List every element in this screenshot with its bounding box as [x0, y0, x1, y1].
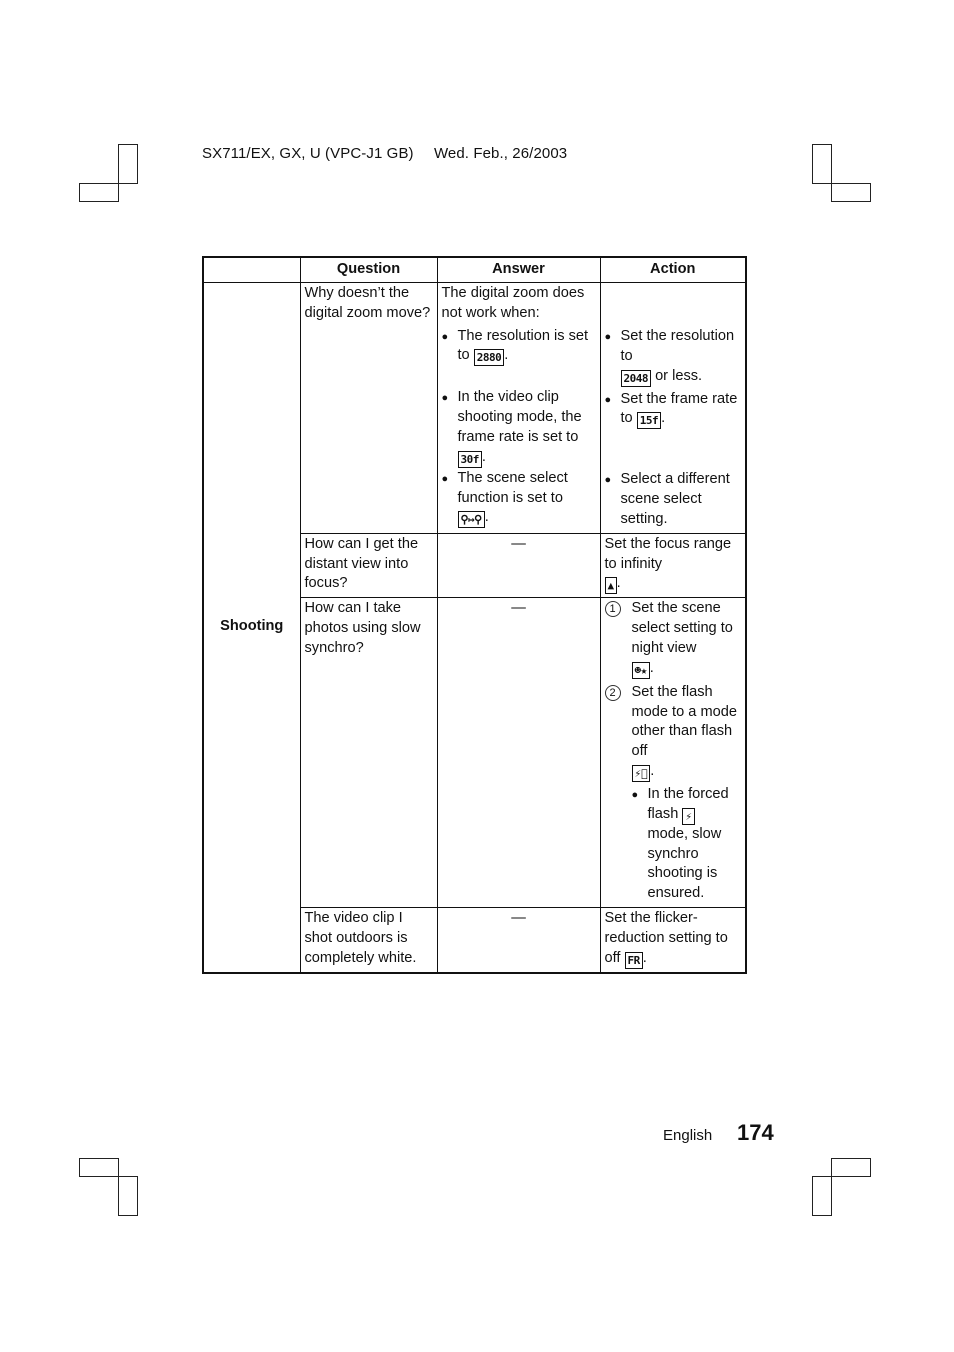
step-number-1-icon: 1 [605, 601, 621, 617]
bullet-icon: ● [441, 392, 449, 405]
bullet-icon: ● [441, 472, 449, 485]
action-bullet: ● Set the resolution to 2048 or less. [604, 328, 735, 385]
resolution-2880-icon: 2880 [474, 349, 505, 366]
answer-bullet: ● The scene select function is set to ⚲↦⚲ . [441, 469, 568, 527]
answer-bullet: ● In the video clip shooting mode, the frame rate is set to 30f . [441, 389, 582, 466]
step-1: 1 Set the scene select setting to night view ☻★ . [605, 599, 742, 678]
bullet-icon: ● [441, 330, 449, 343]
bullet-icon: ● [604, 331, 612, 343]
crop-mark-bottom-left-v [118, 1176, 138, 1216]
flicker-reduction-icon: FR [625, 952, 643, 969]
frame-rate-15f-icon: 15f [637, 412, 661, 429]
table-header-row [203, 257, 746, 283]
bullet-icon: ● [604, 474, 612, 487]
question-cell: The video clip I shot outdoors is completely white. [300, 907, 437, 972]
crop-mark-top-right-h [831, 183, 871, 202]
answer-cell: — [437, 533, 600, 598]
note-bullet: ● In the forced flash ⚡ mode, slow synchro shooting is ensured. [632, 785, 742, 904]
column-header-category [203, 257, 300, 283]
question-cell: How can I get the distant view into focus? [300, 533, 437, 598]
answer-bullet: ● The resolution is set to 2880 . [441, 327, 589, 365]
bullet-icon: ● [631, 788, 639, 801]
page-number: 174 [737, 1120, 774, 1145]
answer-cell: — [437, 598, 600, 908]
footer-language: English [663, 1127, 713, 1144]
step-2: 2 Set the flash mode to a mode other than flash off ⚡⃠ . [605, 683, 742, 782]
answer-cell [437, 283, 600, 534]
step-number-2-icon: 2 [605, 685, 621, 701]
forced-flash-icon: ⚡ [682, 808, 694, 825]
crop-mark-bottom-right-v [812, 1176, 832, 1216]
crop-mark-top-left-h [79, 183, 119, 202]
column-header-answer: Answer [437, 257, 600, 283]
frame-rate-30f-icon: 30f [458, 451, 482, 468]
troubleshooting-table [202, 256, 747, 974]
action-cell: Set the focus range to infinity ▲ . [600, 533, 746, 598]
category-cell: Shooting [203, 283, 300, 973]
answer-cell: — [437, 907, 600, 972]
action-bullet: ● Set the frame rate to 15f . [604, 390, 738, 428]
bullet-icon: ● [604, 393, 612, 406]
crop-mark-bottom-right-h [831, 1158, 871, 1177]
column-header-action: Action [600, 257, 746, 283]
action-bullet: ● Select a different scene select setting. [605, 470, 742, 529]
action-cell [600, 283, 746, 534]
crop-mark-bottom-left-h [79, 1158, 119, 1177]
table-row [203, 283, 746, 534]
print-header [202, 145, 567, 162]
question-cell: How can I take photos using slow synchro? [300, 598, 437, 908]
print-date: Wed. Feb., 26/2003 [433, 145, 568, 162]
action-cell: Set the flicker-reduction setting to off FR . [600, 907, 746, 972]
question-cell: Why doesn’t the digital zoom move? [300, 283, 437, 534]
night-view-icon: ☻★ [632, 662, 650, 679]
model-code: SX711/EX, GX, U (VPC-J1 GB) [202, 145, 414, 162]
infinity-focus-icon: ▲ [605, 577, 617, 594]
crop-mark-top-left-v [118, 144, 138, 184]
column-header-question: Question [300, 257, 437, 283]
action-cell [600, 598, 746, 908]
flash-off-icon: ⚡⃠ [632, 765, 651, 782]
answer-intro: The digital zoom does not work when: [441, 285, 585, 321]
crop-mark-top-right-v [812, 144, 832, 184]
resolution-2048-icon: 2048 [621, 370, 652, 387]
scene-select-icon: ⚲↦⚲ [458, 511, 485, 528]
